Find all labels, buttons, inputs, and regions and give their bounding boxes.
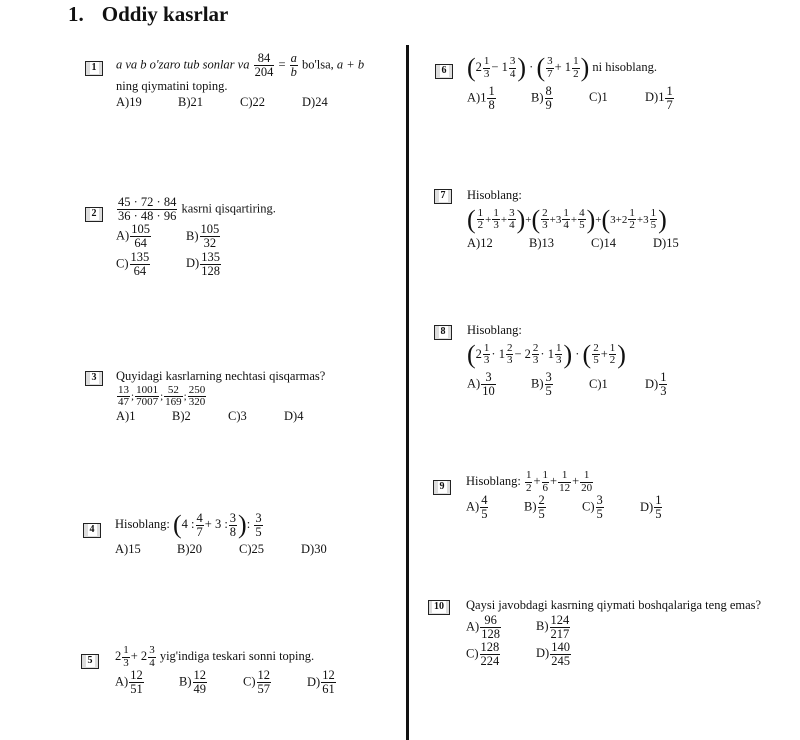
problem-number-badge: 8	[434, 325, 452, 340]
problem-7: Hisoblang: ( $\frac{1}{2}$ + $\frac{1}{3}$ + $\frac{3}{4}$ )+( $\frac{2}{3}$ +3 $\frac{1}{4}$ + $\frac{4}{5}$ )+(3+2 $\frac{1}{2}$ +3 $\frac{1}{5}$ ) A)12 B)13 C)14 D)15	[467, 188, 679, 251]
problem-number-badge: 6	[435, 64, 453, 79]
problem-number-badge: 5	[81, 654, 99, 669]
problem-8: Hisoblang: (2 $\frac{1}{3}$ · 1 $\frac{2}{3}$ − 2 $\frac{2}{3}$ · 1 $\frac{1}{3}$ ) · ( $\frac{2}{5}$ + $\frac{1}{2}$ ) A) $\frac{3}{10}$ B) $\frac{3}{5}$ C)1 D) $\frac{1}{3}$	[467, 323, 667, 399]
problem-1: a va b o'zaro tub sonlar va $\frac{84}{204}$ = $\frac{a}{b}$ bo'lsa, a + b ning qiymatini toping. A)19 B)21 C)22 D)24	[116, 51, 365, 109]
problem-3: Quyidagi kasrlarning nechtasi qisqarmas? $\frac{13}{47}$ ; $\frac{1001}{7007}$ ; $\frac{52}{169}$ ; $\frac{250}{320}$ A)1 B)2 C)3 D)4	[116, 369, 326, 423]
problem-2: $\frac{45 \cdot 72 \cdot 84}{36 \cdot 48 \cdot 96}$ kasrni qisqartiring. A) $\frac{105}{64}$ B) $\frac{105}{32}$ C) $\frac{135}{64}$ D) $\frac{135}{128}$	[116, 195, 276, 278]
page-title: 1. Oddiy kasrlar	[68, 2, 229, 26]
problem-4: Hisoblang: (4 : $\frac{4}{7}$ + 3 : $\frac{3}{8}$ ): $\frac{3}{5}$ A)15 B)20 C)25 D)30	[115, 510, 327, 556]
problem-number-badge: 3	[85, 371, 103, 386]
problem-number-badge: 2	[85, 207, 103, 222]
problem-6: (2 $\frac{1}{3}$ − 1 $\frac{3}{4}$ ) · ( $\frac{3}{7}$ + 1 $\frac{1}{2}$ ) ni hisoblang. A)1 $\frac{1}{8}$ B) $\frac{8}{9}$ C)1 D)1 $\frac{1}{7}$	[467, 53, 673, 112]
problem-number-badge: 4	[83, 523, 101, 538]
problem-number-badge: 7	[434, 189, 452, 204]
problem-10: Qaysi javobdagi kasrning qiymati boshqalariga teng emas? A) $\frac{96}{128}$ B) $\frac{124}{217}$ C) $\frac{128}{224}$ D) $\frac{140}{245}$	[466, 598, 762, 668]
problem-number-badge: 9	[433, 480, 451, 495]
problem-number-badge: 1	[85, 61, 103, 76]
column-divider	[406, 45, 409, 740]
problem-9: Hisoblang: $\frac{1}{2}$ + $\frac{1}{6}$ + $\frac{1}{12}$ + $\frac{1}{20}$ A) $\frac{4}{5}$ B) $\frac{2}{5}$ C) $\frac{3}{5}$ D) $\frac{1}{5}$	[466, 469, 662, 522]
problem-5: 2 $\frac{1}{3}$ + 2 $\frac{3}{4}$ yig'indiga teskari sonni toping. A) $\frac{12}{51}$ B) $\frac{12}{49}$ C) $\frac{12}{57}$ D) $\frac{12}{61}$	[115, 644, 335, 697]
problem-number-badge: 10	[428, 600, 450, 615]
